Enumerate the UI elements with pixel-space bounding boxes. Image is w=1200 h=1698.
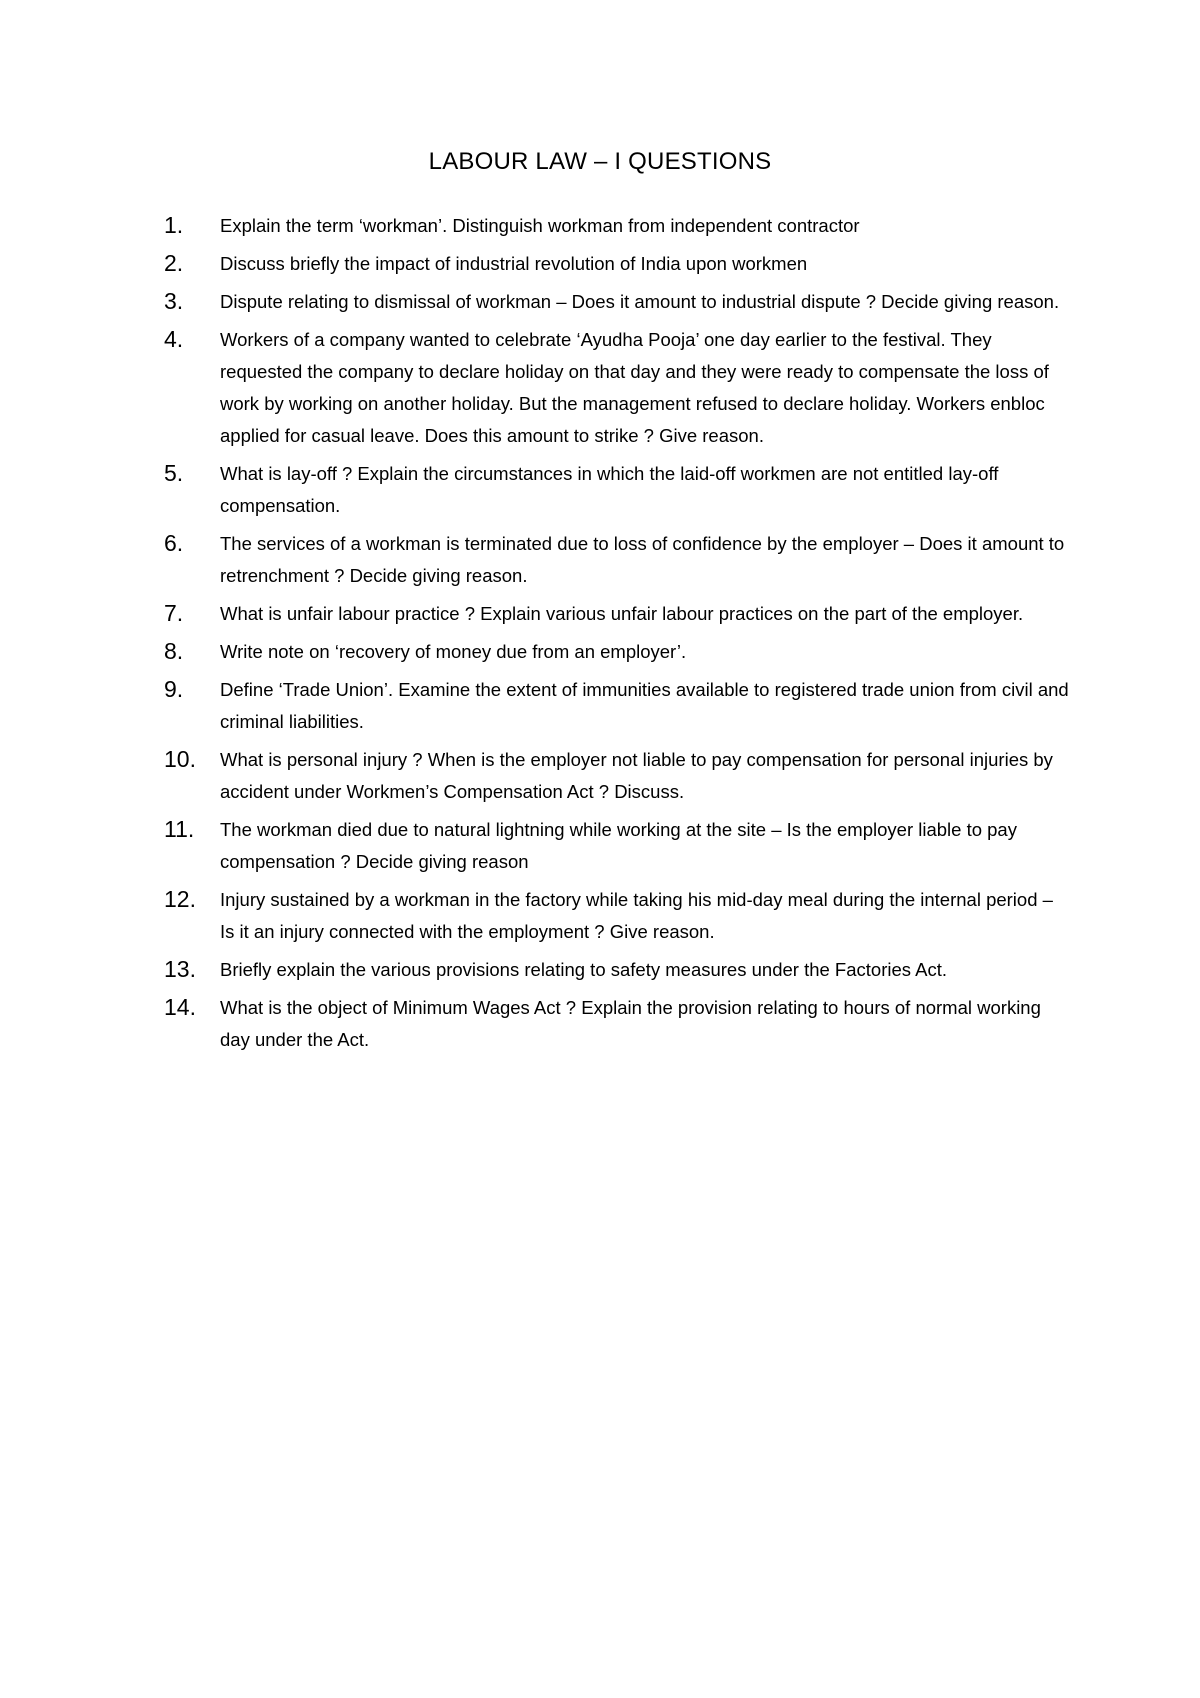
question-number: 2. (164, 250, 184, 276)
page-title: LABOUR LAW – I QUESTIONS (428, 148, 772, 175)
list-item (164, 458, 1069, 522)
question-text: What is lay-off ? Explain the circumstances in which the laid-off workmen are not entitled lay-off compensation. (220, 463, 999, 516)
list-item (164, 674, 1069, 738)
question-text: What is personal injury ? When is the employer not liable to pay compensation for personal injuries by accident under Workmen’s Compensation Act ? Discuss. (220, 749, 1053, 802)
question-text: What is the object of Minimum Wages Act ? Explain the provision relating to hours of normal working day under the Act. (220, 997, 1041, 1050)
question-number: 14. (164, 994, 196, 1020)
question-number: 11. (164, 816, 195, 842)
list-item (164, 324, 1069, 452)
question-number: 7. (164, 600, 184, 626)
list-item (164, 528, 1069, 592)
question-text: Discuss briefly the impact of industrial revolution of India upon workmen (220, 253, 808, 274)
question-text: Explain the term ‘workman’. Distinguish workman from independent contractor (220, 215, 860, 236)
list-item (164, 286, 1069, 318)
question-number: 6. (164, 530, 184, 556)
question-number: 10. (164, 746, 196, 772)
question-text: Define ‘Trade Union’. Examine the extent of immunities available to registered trade union from civil and criminal liabilities. (220, 679, 1069, 732)
list-item (164, 814, 1069, 878)
question-number: 4. (164, 326, 184, 352)
list-item (164, 884, 1069, 948)
question-text: The workman died due to natural lightning while working at the site – Is the employer liable to pay compensation ? Decide giving reason (220, 819, 1017, 872)
question-number: 8. (164, 638, 184, 664)
question-text: The services of a workman is terminated due to loss of confidence by the employer – Does it amount to retrenchment ? Decide giving reason. (220, 533, 1065, 586)
list-item (164, 248, 1069, 280)
question-number: 9. (164, 676, 184, 702)
question-number: 13. (164, 956, 196, 982)
question-number: 12. (164, 886, 196, 912)
list-item (164, 992, 1069, 1056)
list-item (164, 744, 1069, 808)
question-text: Workers of a company wanted to celebrate ‘Ayudha Pooja’ one day earlier to the festival. They requested the company to declare holiday on that day and they were ready to compensate the loss of work by working on another holiday. But the management refused to declare holiday. Workers enbloc applied for casual leave. Does this amount to strike ? Give reason. (220, 329, 1049, 446)
question-text: Injury sustained by a workman in the factory while taking his mid-day meal during the internal period – Is it an injury connected with the employment ? Give reason. (220, 889, 1053, 942)
question-number: 1. (164, 212, 184, 238)
question-number: 3. (164, 288, 184, 314)
question-text: Write note on ‘recovery of money due from an employer’. (220, 641, 687, 662)
list-item (164, 636, 1069, 668)
question-number: 5. (164, 460, 184, 486)
list-item (164, 954, 1069, 986)
question-list (164, 210, 1069, 1056)
list-item (164, 210, 1069, 242)
question-text: Briefly explain the various provisions relating to safety measures under the Factories Act. (220, 959, 947, 980)
question-text: Dispute relating to dismissal of workman – Does it amount to industrial dispute ? Decide giving reason. (220, 291, 1060, 312)
list-item (164, 598, 1069, 630)
question-text: What is unfair labour practice ? Explain various unfair labour practices on the part of the employer. (220, 603, 1024, 624)
